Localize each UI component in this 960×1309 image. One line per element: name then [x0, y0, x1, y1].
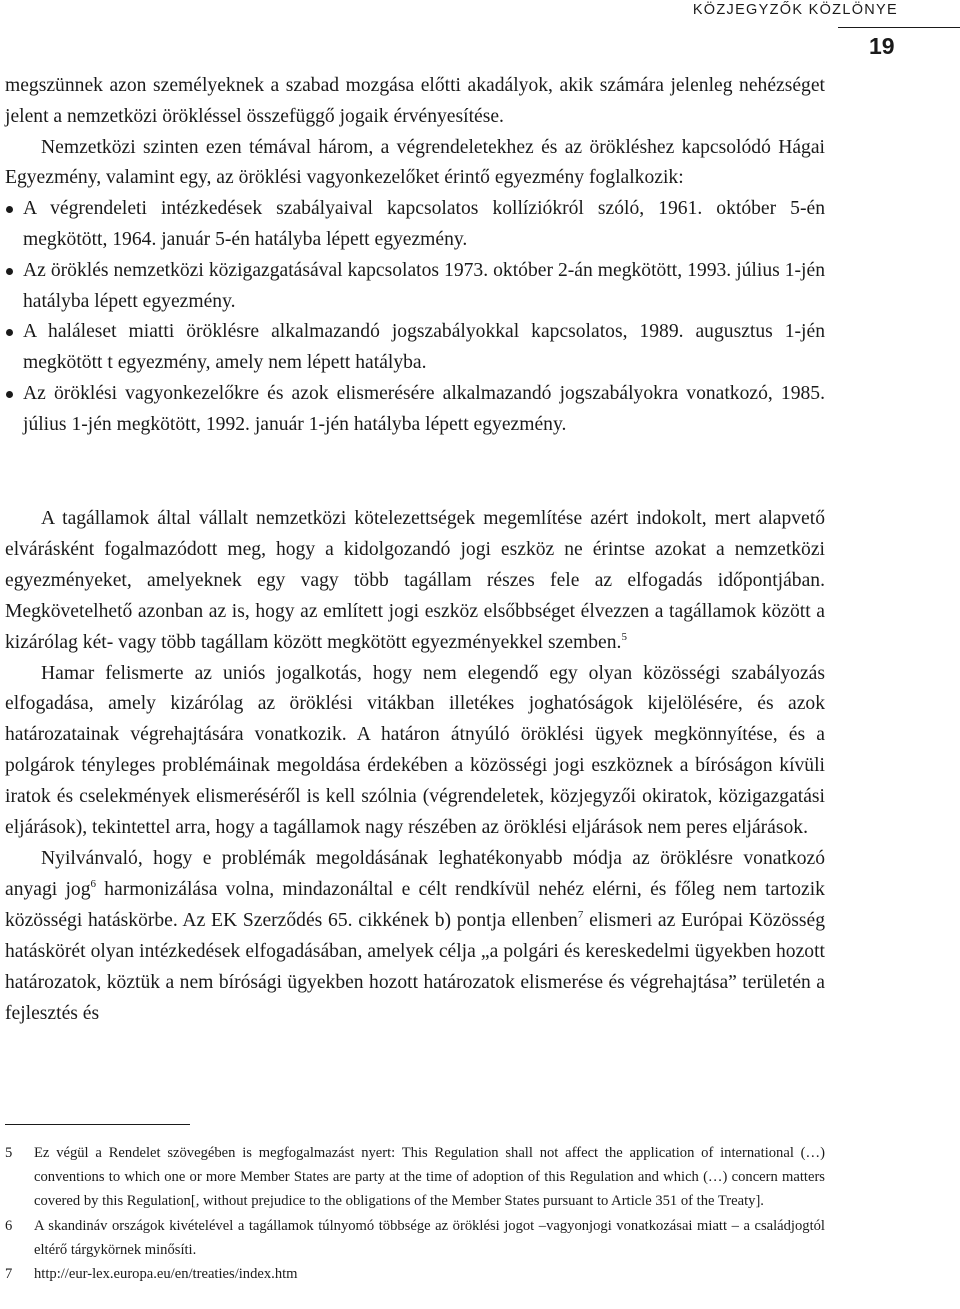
footnote-number: 7	[5, 1266, 13, 1283]
footnote-link[interactable]: http://eur-lex.europa.eu/en/treaties/index.htm	[34, 1266, 298, 1283]
convention-list	[5, 194, 825, 440]
convention-item-1: A végrendeleti intézkedések szabályaival kapcsolatos kollíziókról szóló, 1961. október 5-én megkötött, 1964. január 5-én hatályba lépett egyezmény.	[5, 194, 825, 256]
body-paragraph-1	[5, 504, 825, 659]
footnote-6	[5, 1214, 825, 1262]
footnote-number: 6	[5, 1217, 13, 1234]
page-number: 19	[869, 33, 895, 59]
footnote-text: A skandináv országok kivételével a tagállamok túlnyomó többsége az öröklési jogot –vagyonjogi vonatkozásai miatt – a családjogtól eltérő tárgykörnek minősíti.	[34, 1217, 825, 1258]
convention-item-2: Az öröklés nemzetközi közigazgatásával kapcsolatos 1973. október 2-án megkötött, 1993. július 1-jén hatályba lépett egyezmény.	[5, 256, 825, 318]
footnote-ref-6: 6	[90, 877, 97, 890]
convention-item-4: Az öröklési vagyonkezelőkre és azok elismerésére alkalmazandó jogszabályokra vonatkozó, 1985. július 1-jén megkötött, 1992. január 1-jén hatályba lépett egyezmény.	[5, 379, 825, 441]
body-paragraph-3-text-b: harmonizálása volna, mindazonáltal e célt rendkívül nehéz elérni, és főleg nem tartozik közösségi hatáskörbe. Az EK Szerződés 65. cikkének b) pontja ellenben	[5, 878, 825, 931]
body-paragraph-3-text-c: elismeri az Európai Közösség hatáskörét olyan intézkedések elfogadásában, amelyek célja „a polgári és kereskedelmi ügyekben hozott határozatok, köztük a nem bírósági ügyekben hozott határozatok elismerése és végrehajtása” területén a fejlesztés és	[5, 909, 825, 1024]
body-paragraph-3-text-a: Nyilvánvaló, hogy e problémák megoldásának leghatékonyabb módja az öröklésre vonatkozó anyagi jog	[5, 847, 825, 900]
journal-title: KÖZJEGYZŐK KÖZLÖNYE	[692, 2, 898, 18]
footnote-ref-7: 7	[577, 908, 584, 921]
body-section	[5, 504, 825, 1029]
intro-paragraph-1: megszünnek azon személyeknek a szabad mozgása előtti akadályok, akik számára jelenleg nehézséget jelent a nemzetközi örökléssel összefüggő jogaik érvényesítése.	[5, 75, 825, 127]
footnote-separator	[5, 1124, 190, 1125]
body-paragraph-3	[5, 844, 825, 1029]
footnote-7	[5, 1262, 825, 1286]
intro-section	[5, 71, 825, 441]
footnote-5	[5, 1141, 825, 1214]
intro-paragraph-2: Nemzetközi szinten ezen témával három, a végrendeletekhez és az örökléshez kapcsolódó Hágai Egyezmény, valamint egy, az öröklési vagyonkezelőket érintő egyezmény foglalkozik:	[5, 136, 825, 189]
footnotes	[5, 1141, 825, 1286]
body-paragraph-1-text: A tagállamok által vállalt nemzetközi kötelezettségek megemlítése azért indokolt, mert alapvető elvárásként fogalmazódott meg, hogy a kidolgozandó jogi eszköz ne érintse azokat a nemzetközi egyezményeket, amelyeknek egy vagy több tagállam részes fele az elfogadás időpontjában. Megkövetelhető azonban az is, hogy az említett jogi eszköz elsőbbséget élvezzen a tagállamok között a kizárólag két- vagy több tagállam között megkötött egyezményekkel szemben.	[5, 508, 825, 653]
footnote-number: 5	[5, 1145, 13, 1161]
header-rule	[838, 27, 960, 28]
footnote-text: Ez végül a Rendelet szövegében is megfogalmazást nyert: This Regulation shall not affect the application of international (…) conventions to which one or more Member States are party at the time of adoption of this Regulation and which (…) concern matters covered by this Regulation[, without prejudice to the obligations of the Member States pursuant to Article 351 of the Treaty].	[34, 1145, 825, 1210]
footnote-ref-5: 5	[621, 630, 627, 643]
convention-item-3: A haláleset miatti öröklésre alkalmazandó jogszabályokkal kapcsolatos, 1989. augusztus 1-jén megkötött t egyezmény, amely nem lépett hatályba.	[5, 317, 825, 379]
body-paragraph-2: Hamar felismerte az uniós jogalkotás, hogy nem elegendő egy olyan közösségi szabályozás elfogadása, amely kizárólag az öröklési vitákban illetékes joghatóságok kijelölésére, és azok határozatainak végrehajtására vonatkozik. A határon átnyúló öröklési ügyek megkönnyítése, és a polgárok tényleges problémáinak megoldása érdekében a közösségi jogi eszköznek a bíróságon kívüli iratok és cselekmények elismeréséről is kell szólnia (végrendeletek, közjegyzői okiratok, közigazgatási eljárások), tekintettel arra, hogy a tagállamok nagy részében az öröklési eljárások nem peres eljárások.	[5, 662, 825, 839]
